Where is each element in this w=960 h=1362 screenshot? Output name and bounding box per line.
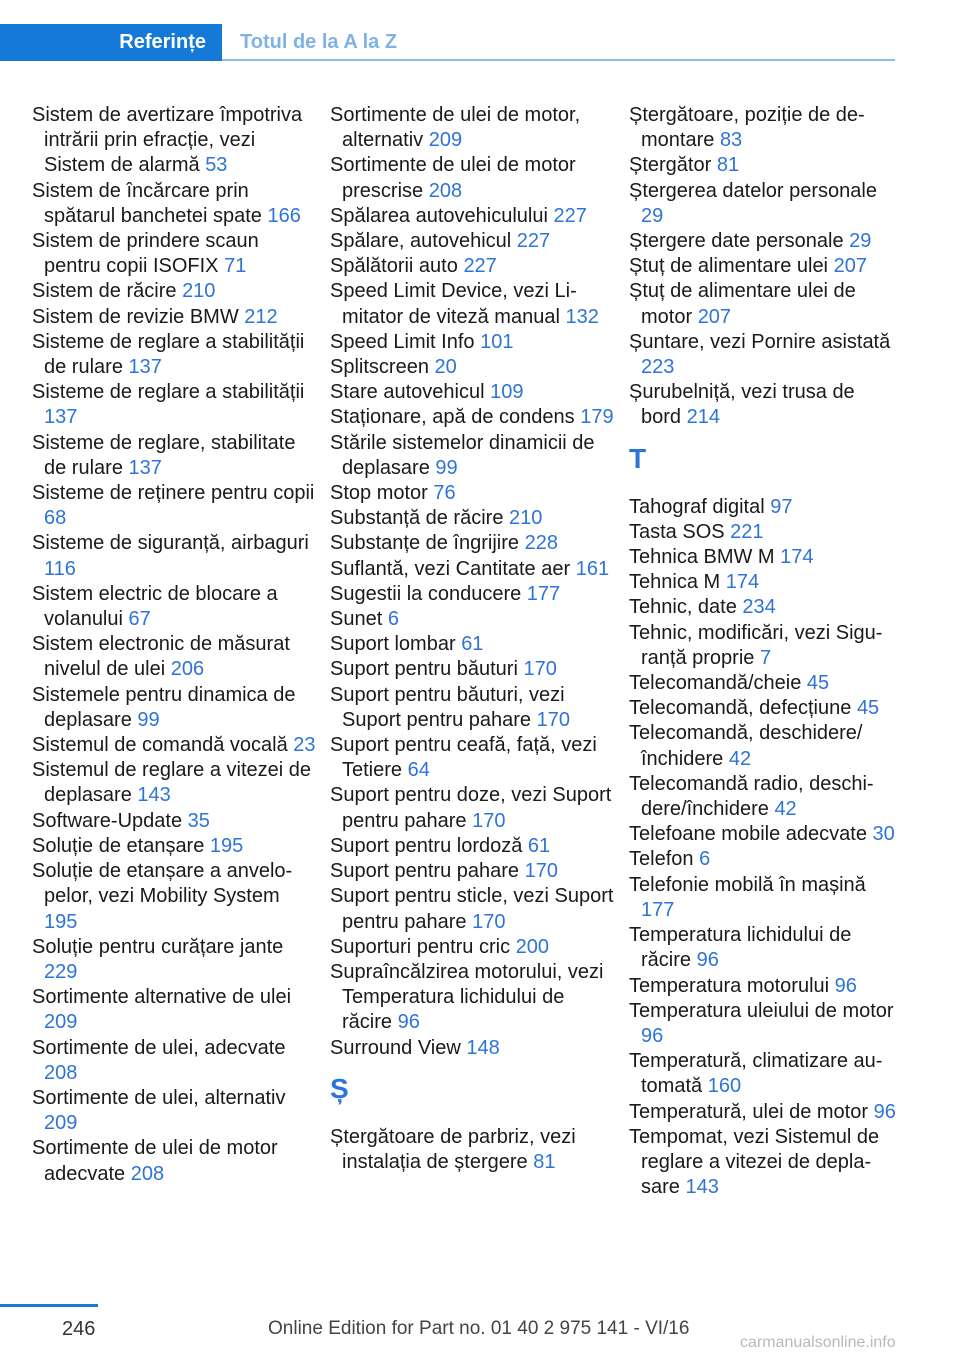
index-entry (629, 873, 899, 923)
page-reference-link[interactable]: 227 (553, 204, 587, 227)
index-entry (629, 179, 899, 229)
page-reference-link[interactable]: 42 (728, 747, 752, 770)
page-reference-link[interactable]: 209 (44, 1112, 78, 1135)
index-column-2 (330, 103, 615, 1175)
page-reference-link[interactable]: 207 (697, 305, 732, 328)
index-entry (629, 822, 899, 847)
index-entry (629, 847, 899, 872)
page-reference-link[interactable]: 195 (44, 910, 78, 933)
entry-text: Stările sistemelor dinamicii de deplasare (330, 431, 595, 479)
entry-text: Temperatura lichidului de răcire (629, 924, 852, 972)
index-entry (629, 999, 899, 1049)
section-letter-heading: Ș (330, 1072, 349, 1104)
index-entry (32, 733, 317, 758)
entry-text: Sistem de răcire (32, 280, 177, 303)
entry-text: Soluție pentru curățare jante (32, 935, 284, 958)
entry-text: Suport pentru ceafă, față, vezi Tetiere (330, 734, 597, 782)
entry-text: Sunet (330, 608, 383, 631)
page-reference-link[interactable]: 170 (523, 658, 557, 681)
entry-text: Sistem electronic de măsurat nivelul de ulei (32, 633, 290, 681)
page-reference-link[interactable]: 67 (128, 608, 151, 631)
entry-text: Telecomandă/cheie (629, 672, 802, 695)
index-entry (32, 1086, 317, 1136)
index-entry (629, 103, 899, 153)
entry-text: Șurubelniță, vezi trusa de bord (629, 381, 855, 429)
index-entry (330, 279, 615, 329)
entry-text: Sortimente de ulei de motor prescrise (330, 154, 576, 202)
page-reference-link[interactable]: 210 (509, 507, 543, 530)
entry-text: Soluție de etanșare (32, 834, 205, 857)
entry-text: Sistem de încărcare prin spătarul banchetei spate (32, 179, 262, 227)
page-reference-link[interactable]: 206 (170, 658, 205, 681)
page-reference-link[interactable]: 170 (524, 860, 558, 883)
index-entry (629, 330, 899, 380)
index-entry (32, 758, 317, 808)
entry-text: Sisteme de siguranță, airbaguri (32, 532, 309, 555)
index-column-1 (32, 103, 317, 1187)
entry-text: Sisteme de reglare a stabilității de rulare (32, 330, 305, 379)
page-header (0, 0, 960, 64)
entry-text: Suflantă, vezi Cantitate aer (330, 557, 571, 580)
index-entry (629, 1049, 899, 1099)
index-entry (32, 481, 317, 531)
edition-note: Online Edition for Part no. 01 40 2 975 141 - VI/16 (268, 1318, 690, 1339)
index-entry (629, 923, 899, 973)
entry-text: Speed Limit Info (330, 330, 475, 353)
entry-text: Telefon (629, 848, 694, 871)
page-reference-link[interactable]: 99 (137, 708, 160, 731)
entry-text: Sortimente de ulei de motor, alternativ (330, 104, 581, 152)
page-reference-link[interactable]: 227 (463, 255, 497, 278)
page-reference-link[interactable]: 97 (770, 495, 793, 518)
entry-text: Telefoane mobile adecvate (629, 823, 867, 846)
entry-text: Spălătorii auto (330, 255, 458, 278)
page-reference-link[interactable]: 83 (719, 129, 743, 152)
entry-text: Spălare, autovehicul (330, 230, 512, 253)
entry-text: Sistemele pentru dinamica de deplasare (32, 683, 296, 731)
index-entry (32, 229, 317, 279)
page-reference-link[interactable]: 7 (759, 646, 772, 669)
index-entry (330, 153, 615, 203)
entry-text: Ștergătoare de parbriz, vezi instalația de ștergere (330, 1125, 576, 1173)
index-entry (32, 582, 317, 632)
entry-text: Telecomandă radio, deschidere/închidere (629, 772, 874, 821)
page-reference-link[interactable]: 208 (44, 1061, 78, 1084)
page-reference-link[interactable]: 29 (849, 230, 872, 253)
entry-text: Ștergător (629, 154, 712, 177)
index-entry (629, 254, 899, 279)
page-reference-link[interactable]: 99 (435, 456, 458, 479)
page-number: 246 (62, 1318, 96, 1340)
page-reference-link[interactable]: 61 (461, 633, 484, 656)
tab-totul-de-la-a-la-z[interactable]: Totul de la A la Z (240, 31, 398, 53)
page-reference-link[interactable]: 81 (533, 1150, 556, 1173)
entry-text: Splitscreen (330, 356, 429, 379)
page-reference-link[interactable]: 174 (725, 571, 760, 594)
entry-text: Substanță de răcire (330, 507, 504, 530)
index-entry (32, 380, 317, 430)
index-entry (32, 809, 317, 834)
page-reference-link[interactable]: 96 (834, 974, 857, 997)
index-entry (330, 884, 615, 934)
page-reference-link[interactable]: 137 (44, 406, 78, 429)
index-entry (629, 595, 899, 620)
entry-text: Sistemul de reglare a vitezei de deplasare (32, 759, 312, 807)
entry-text: Software-Update (32, 809, 183, 832)
index-entry (330, 1125, 615, 1175)
page-reference-link[interactable]: 214 (686, 406, 720, 429)
index-entry (330, 557, 615, 582)
page-reference-link[interactable]: 210 (182, 280, 216, 303)
index-entry (330, 1036, 615, 1061)
index-entry (32, 179, 317, 229)
entry-text: Suport pentru sticle, vezi Suport pentru pahare (330, 885, 614, 933)
index-entry (330, 380, 615, 405)
index-entry (629, 772, 899, 822)
index-entry (330, 859, 615, 884)
page-reference-link[interactable]: 195 (209, 834, 244, 857)
page-reference-link[interactable]: 143 (137, 784, 171, 807)
entry-text: Sistem electric de blocare a volanului (32, 582, 278, 631)
index-entry (32, 531, 317, 581)
page-reference-link[interactable]: 53 (205, 154, 228, 177)
entry-text: Temperatura motorului (629, 974, 830, 997)
footer-divider (0, 1304, 98, 1307)
entry-text: Telecomandă, deschidere/ închidere (629, 722, 863, 770)
index-entry (32, 305, 317, 330)
page-reference-link[interactable]: 132 (565, 305, 599, 328)
page-reference-link[interactable]: 170 (536, 708, 570, 731)
index-entry (32, 683, 317, 733)
entry-text: Sortimente alternative de ulei (32, 986, 292, 1009)
entry-text: Tempomat, vezi Sistemul de reglare a vitezei de deplasare (629, 1125, 880, 1199)
page-reference-link[interactable]: 20 (434, 356, 457, 379)
index-entry (629, 671, 899, 696)
entry-text: Tehnica BMW M (629, 546, 775, 569)
page-reference-link[interactable]: 177 (641, 898, 675, 921)
tab-referinte[interactable]: Referințe (0, 24, 222, 61)
index-entry (32, 279, 317, 304)
index-entry (629, 380, 899, 430)
page-reference-link[interactable]: 234 (742, 596, 776, 619)
entry-text: Sistem de revizie BMW (32, 305, 239, 328)
page-reference-link[interactable]: 96 (397, 1011, 420, 1034)
entry-text: Sistemul de comandă vocală (32, 734, 288, 757)
page-reference-link[interactable]: 179 (580, 406, 614, 429)
page-reference-link[interactable]: 208 (428, 179, 463, 202)
entry-text: Sisteme de reglare, stabilitate de rulare (32, 431, 296, 479)
entry-text: Stop motor (330, 482, 428, 505)
page-reference-link[interactable]: 109 (490, 381, 524, 404)
index-entry (32, 935, 317, 985)
page-reference-link[interactable]: 64 (407, 759, 430, 782)
page-reference-link[interactable]: 174 (780, 546, 814, 569)
index-entry (32, 1036, 317, 1086)
page-reference-link[interactable]: 228 (524, 532, 558, 555)
index-entry (629, 621, 899, 671)
index-entry (330, 834, 615, 859)
entry-text: Tehnica M (629, 571, 721, 594)
page-reference-link[interactable]: 71 (224, 255, 247, 278)
page-reference-link[interactable]: 177 (526, 582, 561, 605)
entry-text: Suport pentru pahare (330, 860, 520, 883)
entry-text: Tehnic, date (629, 596, 737, 619)
index-entry (330, 204, 615, 229)
page-reference-link[interactable]: 61 (527, 834, 551, 857)
page-reference-link[interactable]: 35 (187, 809, 210, 832)
index-entry (330, 506, 615, 531)
entry-text: Telecomandă, defecțiune (629, 697, 852, 720)
index-entry (32, 1136, 317, 1186)
page-reference-link[interactable]: 23 (293, 734, 316, 757)
entry-text: Sisteme de reglare a stabilității (32, 381, 305, 404)
page-reference-link[interactable]: 68 (44, 507, 67, 530)
index-entry (330, 355, 615, 380)
entry-text: Sortimente de ulei, adecvate (32, 1036, 286, 1059)
entry-text: Sugestii la conducere (330, 582, 522, 605)
index-entry (629, 570, 899, 595)
index-column-3 (629, 103, 899, 1200)
index-entry (330, 632, 615, 657)
index-entry (629, 721, 899, 771)
index-entry (330, 582, 615, 607)
page-reference-link[interactable]: 96 (873, 1100, 896, 1123)
index-entry (330, 783, 615, 833)
page-reference-link[interactable]: 148 (466, 1036, 500, 1059)
index-entry (629, 229, 899, 254)
page-reference-link[interactable]: 223 (641, 356, 675, 379)
index-entry (32, 859, 317, 935)
page-reference-link[interactable]: 170 (472, 910, 506, 933)
page-reference-link[interactable]: 166 (267, 204, 301, 227)
entry-text: Temperatură, climatizare automată (629, 1050, 883, 1098)
entry-text: Sistem de prindere scaun pentru copii ISOFIX (32, 230, 259, 278)
index-entry (330, 481, 615, 506)
entry-text: Spălarea autovehiculului (330, 204, 548, 227)
page-reference-link[interactable]: 116 (44, 557, 76, 580)
entry-text: Temperatura uleiului de motor (629, 999, 894, 1022)
entry-text: Sisteme de reținere pentru copii (32, 482, 315, 505)
page-reference-link[interactable]: 143 (685, 1176, 719, 1199)
entry-text: Sortimente de ulei de motor adecvate (32, 1137, 278, 1185)
index-entry (330, 935, 615, 960)
page-reference-link[interactable]: 29 (641, 204, 664, 227)
page-reference-link[interactable]: 101 (480, 330, 514, 353)
page-reference-link[interactable]: 200 (515, 935, 550, 958)
entry-text: Suport pentru doze, vezi Suport pentru pahare (330, 784, 612, 832)
index-entry (330, 733, 615, 783)
entry-text: Staționare, apă de condens (330, 406, 575, 429)
page-reference-link[interactable]: 45 (856, 697, 880, 720)
entry-text: Suport pentru lordoză (330, 834, 523, 857)
index-entry (32, 985, 317, 1035)
index-entry (330, 103, 615, 153)
entry-text: Surround View (330, 1036, 461, 1059)
page-reference-link[interactable]: 212 (244, 305, 278, 328)
index-entry (330, 683, 615, 733)
index-entry (32, 834, 317, 859)
entry-text: Suport lombar (330, 633, 456, 656)
index-entry (330, 657, 615, 682)
index-entry (629, 1100, 899, 1125)
index-entry (330, 960, 615, 1036)
index-entry (330, 607, 615, 632)
entry-text: Tasta SOS (629, 520, 725, 543)
index-entry (32, 431, 317, 481)
index-entry (330, 405, 615, 430)
page-reference-link[interactable]: 207 (833, 255, 867, 278)
page-reference-link[interactable]: 96 (641, 1024, 664, 1047)
page-reference-link[interactable]: 227 (516, 230, 551, 253)
entry-text: Tehnic, modificări, vezi Siguranță proprie (629, 621, 883, 669)
page-reference-link[interactable]: 221 (730, 520, 764, 543)
entry-text: Tahograf digital (629, 495, 765, 518)
page-reference-link[interactable]: 209 (44, 1011, 78, 1034)
entry-text: Speed Limit Device, vezi Limitator de viteză manual (330, 280, 577, 328)
page-reference-link[interactable]: 81 (716, 154, 740, 177)
index-entry (32, 103, 317, 179)
page-reference-link[interactable]: 209 (428, 129, 463, 152)
entry-text: Sortimente de ulei, alternativ (32, 1086, 286, 1109)
index-entry (330, 229, 615, 254)
entry-text: Sistem de avertizare împotriva intrării prin efracție, vezi Sistem de alarmă (32, 104, 303, 177)
entry-text: Ștuț de alimentare ulei (629, 255, 829, 278)
page-reference-link[interactable]: 137 (128, 356, 162, 379)
section-letter-heading: T (629, 442, 647, 474)
entry-text: Suport pentru băuturi (330, 658, 518, 681)
entry-text: Suport pentru băuturi, vezi Suport pentru pahare (330, 683, 565, 731)
page-reference-link[interactable]: 137 (128, 456, 162, 479)
page-reference-link[interactable]: 96 (696, 949, 719, 972)
page-reference-link[interactable]: 6 (387, 608, 399, 631)
page-reference-link[interactable]: 30 (872, 823, 895, 846)
page-reference-link[interactable]: 170 (472, 809, 506, 832)
entry-text: Substanțe de îngrijire (330, 532, 520, 555)
header-divider (222, 59, 895, 61)
index-entry (629, 696, 899, 721)
index-entry (629, 520, 899, 545)
page-reference-link[interactable]: 161 (575, 557, 610, 580)
entry-text: Ștergere date personale (629, 230, 844, 253)
entry-text: Ștuț de alimentare ulei de motor (629, 280, 856, 328)
entry-text: Soluție de etanșare a anvelopelor, vezi Mobility System (32, 860, 293, 908)
index-entry (629, 1125, 899, 1201)
index-entry (330, 254, 615, 279)
entry-text: Supraîncălzirea motorului, vezi Temperatura lichidului de răcire (330, 960, 604, 1034)
entry-text: Telefonie mobilă în mașină (629, 873, 866, 896)
entry-text: Suporturi pentru cric (330, 935, 511, 958)
index-entry (32, 632, 317, 682)
page-reference-link[interactable]: 229 (44, 960, 78, 983)
index-entry (330, 431, 615, 481)
entry-text: Stare autovehicul (330, 381, 485, 404)
page-reference-link[interactable]: 208 (130, 1162, 165, 1185)
watermark: carmanualsonline.info (740, 1334, 896, 1351)
index-entry (32, 330, 317, 380)
entry-text: Ștergătoare, poziție de demontare (629, 104, 865, 152)
index-entry (629, 545, 899, 570)
index-entry (629, 495, 899, 520)
entry-text: Ștergerea datelor personale (629, 179, 877, 202)
page-reference-link[interactable]: 6 (699, 848, 711, 871)
index-entry (629, 153, 899, 178)
index-entry (330, 330, 615, 355)
page-reference-link[interactable]: 42 (774, 798, 797, 821)
page-reference-link[interactable]: 76 (433, 482, 456, 505)
page-reference-link[interactable]: 45 (806, 672, 830, 695)
index-entry (629, 279, 899, 329)
index-entry (330, 531, 615, 556)
page-reference-link[interactable]: 160 (707, 1075, 742, 1098)
entry-text: Șuntare, vezi Pornire asistată (629, 330, 891, 353)
index-entry (629, 974, 899, 999)
entry-text: Temperatură, ulei de motor (629, 1100, 869, 1123)
